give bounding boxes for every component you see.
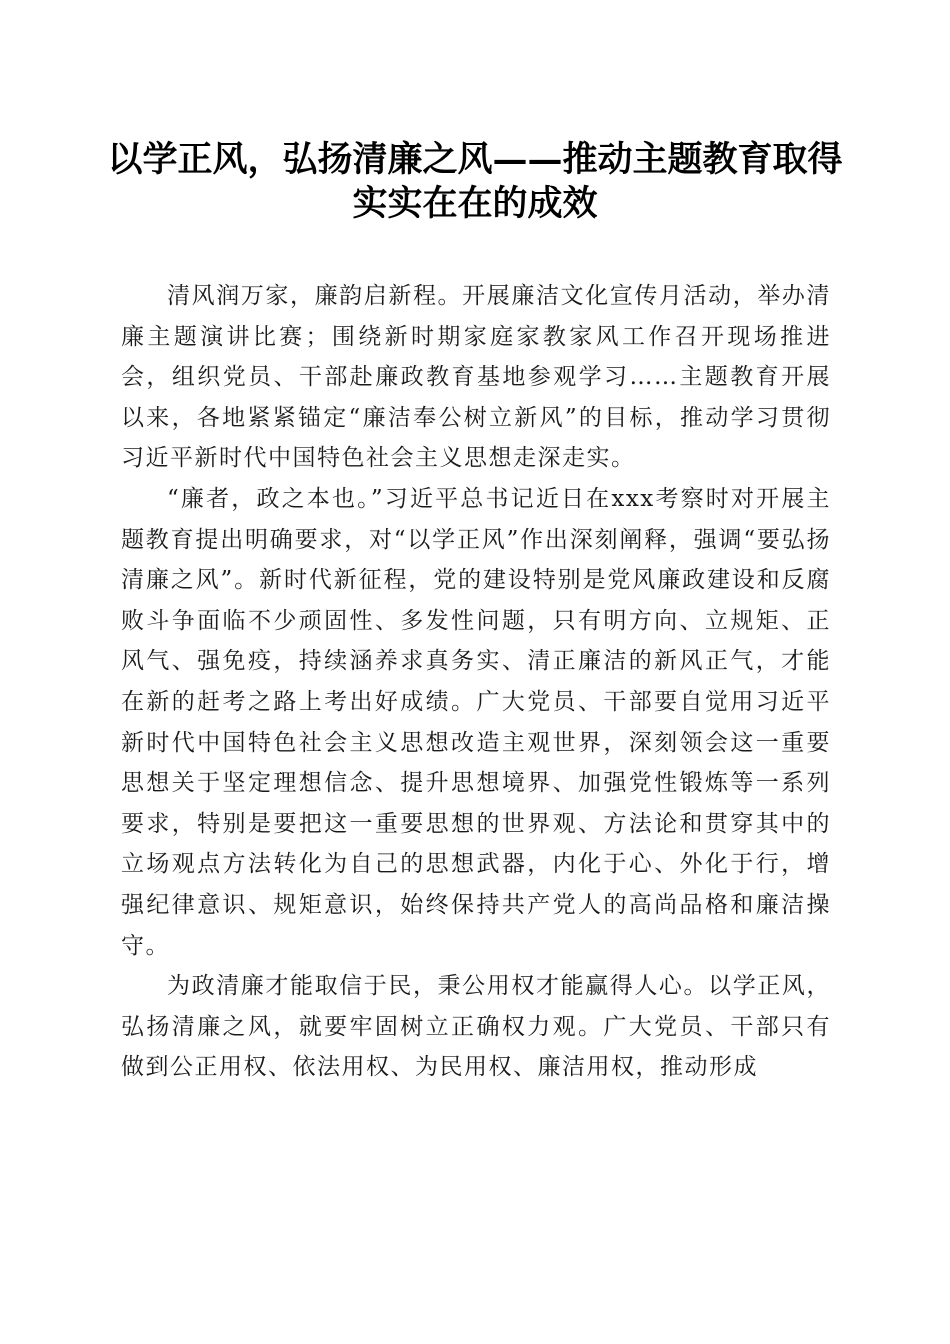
document-title: 以学正风，弘扬清廉之风——推动主题教育取得实实在在的成效 [107,139,843,224]
paragraph-2: “廉者，政之本也。”习近平总书记近日在xxx考察时对开展主题教育提出明确要求，对“以学正风”作出深刻阐释，强调“要弘扬清廉之风”。新时代新征程，党的建设特别是党风廉政建设和反腐败斗争面临不少顽固性、多发性问题，只有明方向、立规矩、正风气、强免疫，持续涵养求真务实、清正廉洁的新风正气，才能在新的赶考之路上考出好成绩。广大党员、干部要自觉用习近平新时代中国特色社会主义思想改造主观世界，深刻领会这一重要思想关于坚定理想信念、提升思想境界、加强党性锻炼等一系列要求，特别是要把这一重要思想的世界观、方法论和贯穿其中的立场观点方法转化为自己的思想武器，内化于心、外化于行，增强纪律意识、规矩意识，始终保持共产党人的高尚品格和廉洁操守。 [121,485,831,959]
paragraph-3: 为政清廉才能取信于民，秉公用权才能赢得人心。以学正风，弘扬清廉之风，就要牢固树立正确权力观。广大党员、干部只有做到公正用权、依法用权、为民用权、廉洁用权，推动形成 [121,973,831,1081]
paragraph-1: 清风润万家，廉韵启新程。开展廉洁文化宣传月活动，举办清廉主题演讲比赛；围绕新时期家庭家教家风工作召开现场推进会，组织党员、干部赴廉政教育基地参观学习……主题教育开展以来，各地紧紧锚定“廉洁奉公树立新风”的目标，推动学习贯彻习近平新时代中国特色社会主义思想走深走实。 [121,283,831,472]
document-body [121,276,831,1088]
